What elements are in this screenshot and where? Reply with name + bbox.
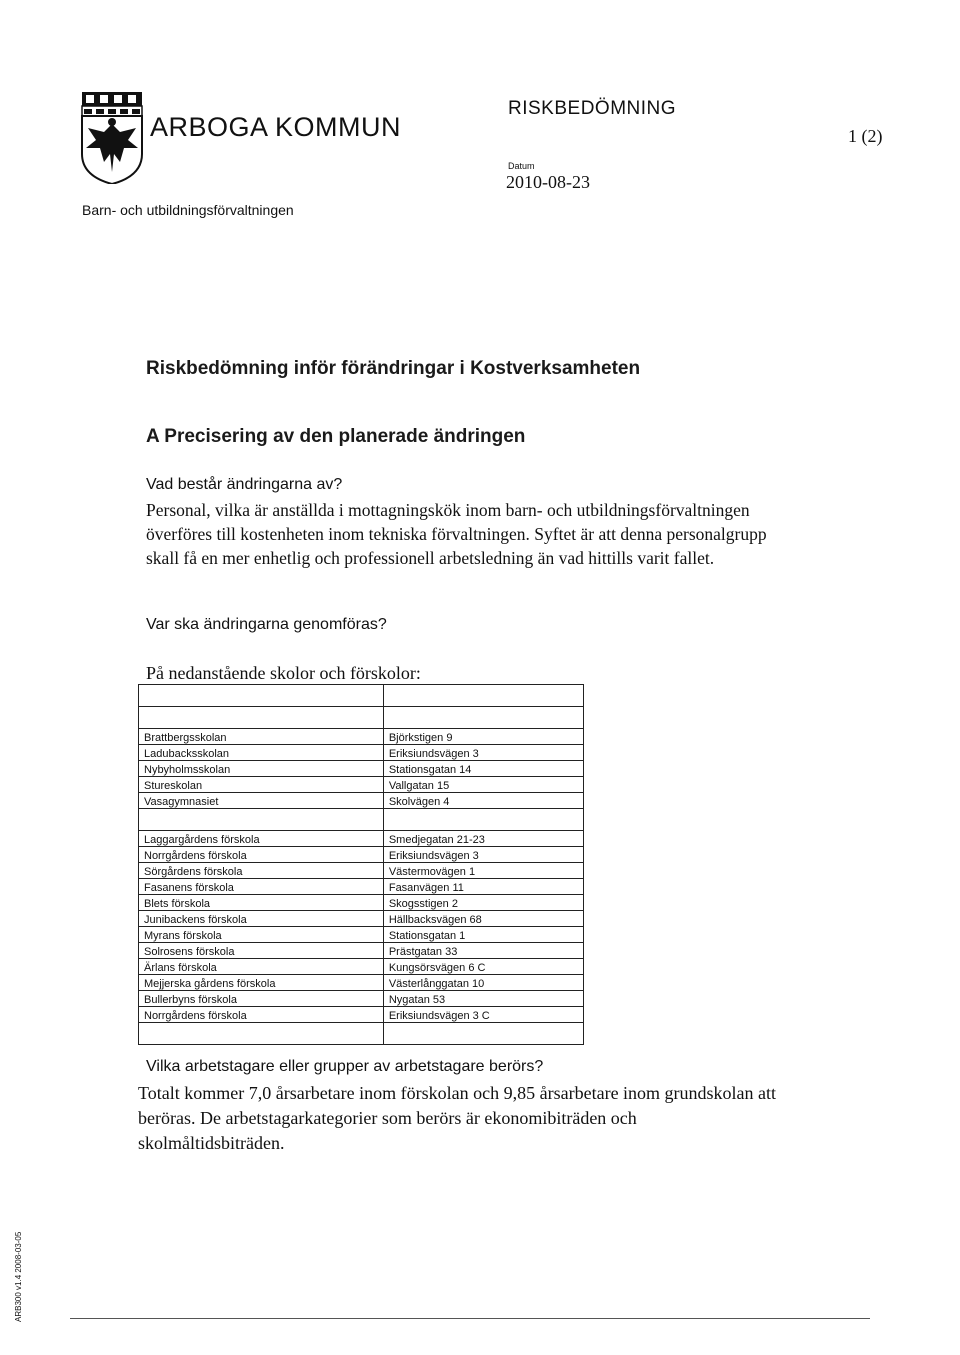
school-address: Björkstigen 9 (383, 729, 583, 745)
preschool-name: Sörgårdens förskola (139, 863, 384, 879)
preschool-address: Stationsgatan 1 (383, 927, 583, 943)
table-row (139, 745, 584, 761)
page-number: 1 (2) (848, 126, 883, 146)
preschool-name: Norrgårdens förskola (139, 1007, 384, 1023)
preschool-address: Nygatan 53 (383, 991, 583, 1007)
table-row (139, 943, 584, 959)
table-row (139, 809, 584, 831)
preschool-name: Ärlans förskola (139, 959, 384, 975)
document-date: 2010-08-23 (506, 172, 590, 192)
document-type: RISKBEDÖMNING (508, 98, 677, 119)
preschool-address: Hällbacksvägen 68 (383, 911, 583, 927)
preschool-name: Myrans förskola (139, 927, 384, 943)
table-row (139, 685, 584, 707)
table-row (139, 831, 584, 847)
table-row (139, 777, 584, 793)
answer-who: Totalt kommer 7,0 årsarbetare inom förskolan och 9,85 årsarbetare inom grundskolan att beröras. De arbetstagarkategorier som berörs är ekonomibiträden och skolmåltidsbiträden. (138, 1083, 777, 1153)
answer-what-changes: Personal, vilka är anställda i mottagningskök inom barn- och utbildningsförvaltningen överföres till kostenheten inom tekniska förvaltningen. Syftet är att denna personalgrupp skall få en mer enhetlig och professionell arbetsledning än vad hittills varit fallet. (146, 500, 767, 568)
table-row (139, 975, 584, 991)
school-name: Nybyholmsskolan (139, 761, 384, 777)
preschool-address: Prästgatan 33 (383, 943, 583, 959)
preschool-name: Mejjerska gårdens förskola (139, 975, 384, 991)
school-name: Brattbergsskolan (139, 729, 384, 745)
question-where: Var ska ändringarna genomföras? (146, 616, 387, 633)
coat-of-arms-icon (80, 92, 144, 184)
school-address: Eriksiundsvägen 3 (383, 745, 583, 761)
footer-divider (70, 1318, 870, 1319)
preschool-address: Eriksiundsvägen 3 (383, 847, 583, 863)
preschool-address: Västerlånggatan 10 (383, 975, 583, 991)
table-row (139, 959, 584, 975)
table-row (139, 729, 584, 745)
preschool-address: Västermovägen 1 (383, 863, 583, 879)
school-address: Vallgatan 15 (383, 777, 583, 793)
department-name: Barn- och utbildningsförvaltningen (82, 202, 294, 218)
preschool-name: Bullerbyns förskola (139, 991, 384, 1007)
table-row (139, 895, 584, 911)
locations-table (138, 684, 584, 1045)
table-row (139, 911, 584, 927)
table-row (139, 927, 584, 943)
school-name: Ladubacksskolan (139, 745, 384, 761)
preschool-address: Fasanvägen 11 (383, 879, 583, 895)
preschool-name: Norrgårdens förskola (139, 847, 384, 863)
answer-where-intro: På nedanstående skolor och förskolor: (146, 663, 421, 683)
date-label: Datum (508, 161, 535, 171)
preschool-address: Eriksiundsvägen 3 C (383, 1007, 583, 1023)
table-row (139, 707, 584, 729)
document-title: Riskbedömning inför förändringar i Kostverksamheten (146, 358, 641, 379)
table-row (139, 991, 584, 1007)
table-row (139, 1023, 584, 1045)
table-row (139, 1007, 584, 1023)
preschool-name: Junibackens förskola (139, 911, 384, 927)
preschool-name: Solrosens förskola (139, 943, 384, 959)
table-row (139, 847, 584, 863)
section-heading-a: A Precisering av den planerade ändringen (146, 426, 526, 447)
preschool-address: Kungsörsvägen 6 C (383, 959, 583, 975)
organization-name: ARBOGA KOMMUN (150, 112, 402, 142)
form-code: ARB300 v1.4 2008-03-05 (14, 1231, 23, 1322)
preschool-name: Fasanens förskola (139, 879, 384, 895)
table-row (139, 879, 584, 895)
school-address: Skolvägen 4 (383, 793, 583, 809)
school-name: Stureskolan (139, 777, 384, 793)
table-row (139, 761, 584, 777)
school-name: Vasagymnasiet (139, 793, 384, 809)
preschool-name: Laggargårdens förskola (139, 831, 384, 847)
question-what-changes: Vad består ändringarna av? (146, 476, 343, 493)
question-who: Vilka arbetstagare eller grupper av arbetstagare berörs? (146, 1058, 544, 1075)
school-address: Stationsgatan 14 (383, 761, 583, 777)
table-row (139, 863, 584, 879)
preschool-name: Blets förskola (139, 895, 384, 911)
table-row (139, 793, 584, 809)
preschool-address: Skogsstigen 2 (383, 895, 583, 911)
preschool-address: Smedjegatan 21-23 (383, 831, 583, 847)
